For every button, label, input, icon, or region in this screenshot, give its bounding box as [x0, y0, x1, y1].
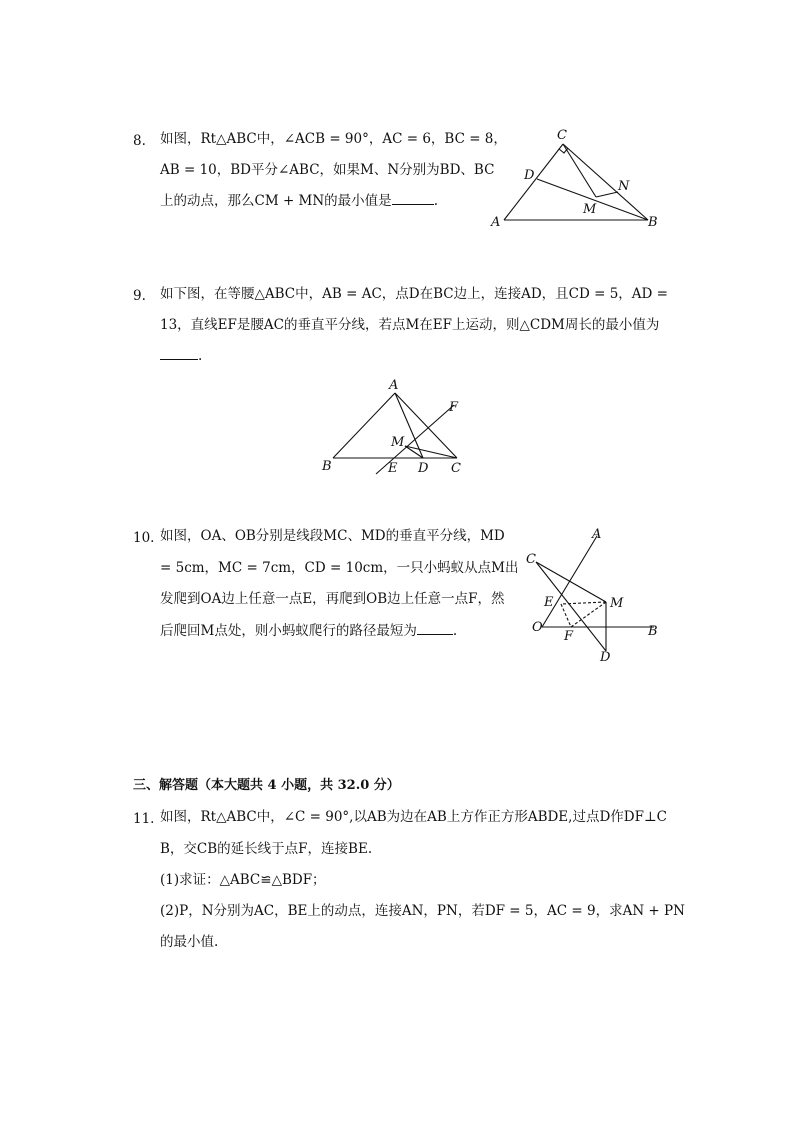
question-9-line-3-end: . [198, 348, 203, 364]
question-8-line-3-end: . [433, 193, 438, 209]
question-9-line-2: 13，直线EF是腰AC的垂直平分线，若点M在EF上运动，则△CDM周长的最小值为 [160, 317, 660, 333]
label-m: M [583, 202, 597, 217]
segment-cb [563, 144, 648, 220]
label-c: C [451, 461, 461, 476]
label-b: B [648, 624, 658, 639]
label-d: D [600, 650, 611, 665]
question-9-figure [318, 378, 478, 478]
segment-fm [571, 602, 606, 627]
question-9-line-3 [160, 347, 202, 365]
label-a: A [592, 527, 602, 542]
label-m: M [391, 435, 405, 450]
label-b: B [648, 215, 658, 230]
question-10-figure [524, 524, 664, 669]
label-f: F [564, 629, 574, 644]
answer-blank[interactable] [392, 192, 434, 205]
question-8-number: 8. [133, 133, 146, 149]
question-11-line-2: B，交CB的延长线于点F，连接BE. [160, 841, 373, 857]
question-10-line-1: 如图，OA、OB分别是线段MC、MD的垂直平分线，MD [160, 528, 505, 544]
segment-mn [596, 192, 618, 197]
label-a: A [491, 215, 501, 230]
question-10-line-4 [160, 622, 457, 640]
question-8-line-3 [160, 192, 438, 210]
segment-cm [405, 446, 457, 458]
label-n: N [618, 179, 630, 194]
question-8-line-2: AB = 10，BD平分∠ABC，如果M、N分别为BD、BC [160, 162, 495, 178]
section-title: 三、解答题（本大题共 4 小题，共 32.0 分） [133, 778, 400, 793]
question-9-line-1: 如下图，在等腰△ABC中，AB = AC，点D在BC边上，连接AD，且CD = 5，AD = [160, 286, 668, 302]
label-f: F [449, 400, 459, 415]
question-11-number: 11. [133, 811, 155, 827]
question-11-line-5: 的最小值. [160, 934, 219, 950]
label-m: M [610, 596, 624, 611]
question-10-line-4-text: 后爬回M点处，则小蚂蚁爬行的路径最短为 [160, 623, 417, 639]
answer-blank[interactable] [417, 622, 453, 635]
right-angle-mark [559, 148, 568, 153]
question-8-figure [488, 124, 663, 234]
question-10-number: 10. [133, 530, 155, 546]
label-b: B [322, 459, 332, 474]
question-11-part-1: (1)求证：△ABC≌△BDF； [160, 872, 326, 888]
label-e: E [388, 461, 398, 476]
question-11-line-1: 如图，Rt△ABC中，∠C = 90°,以AB为边在AB上方作正方形ABDE,过点D作DF⊥C [160, 809, 667, 825]
label-e: E [544, 595, 554, 610]
label-c: C [557, 128, 567, 143]
question-8-line-1: 如图，Rt△ABC中，∠ACB = 90°，AC = 6，BC = 8， [160, 131, 507, 147]
question-8-line-3-text: 上的动点，那么CM + MN的最小值是 [160, 193, 392, 209]
label-d: D [418, 461, 429, 476]
question-9-number: 9. [133, 288, 146, 304]
question-10-line-3: 发爬到OA边上任意一点E，再爬到OB边上任意一点F，然 [160, 591, 505, 607]
segment-cm [563, 144, 596, 197]
question-10-line-4-end: . [452, 623, 458, 639]
question-10-line-2: = 5cm，MC = 7cm，CD = 10cm，一只小蚂蚁从点M出 [160, 560, 519, 576]
label-d: D [524, 168, 535, 183]
segment-ab [333, 393, 395, 458]
label-o: O [532, 620, 543, 635]
question-11-part-2: (2)P，N分别为AC，BE上的动点，连接AN，PN，若DF = 5，AC = 9，求AN + PN [160, 903, 685, 919]
answer-blank[interactable] [160, 347, 198, 360]
segment-ef [561, 604, 571, 627]
label-a: A [389, 378, 399, 393]
label-c: C [526, 552, 536, 567]
